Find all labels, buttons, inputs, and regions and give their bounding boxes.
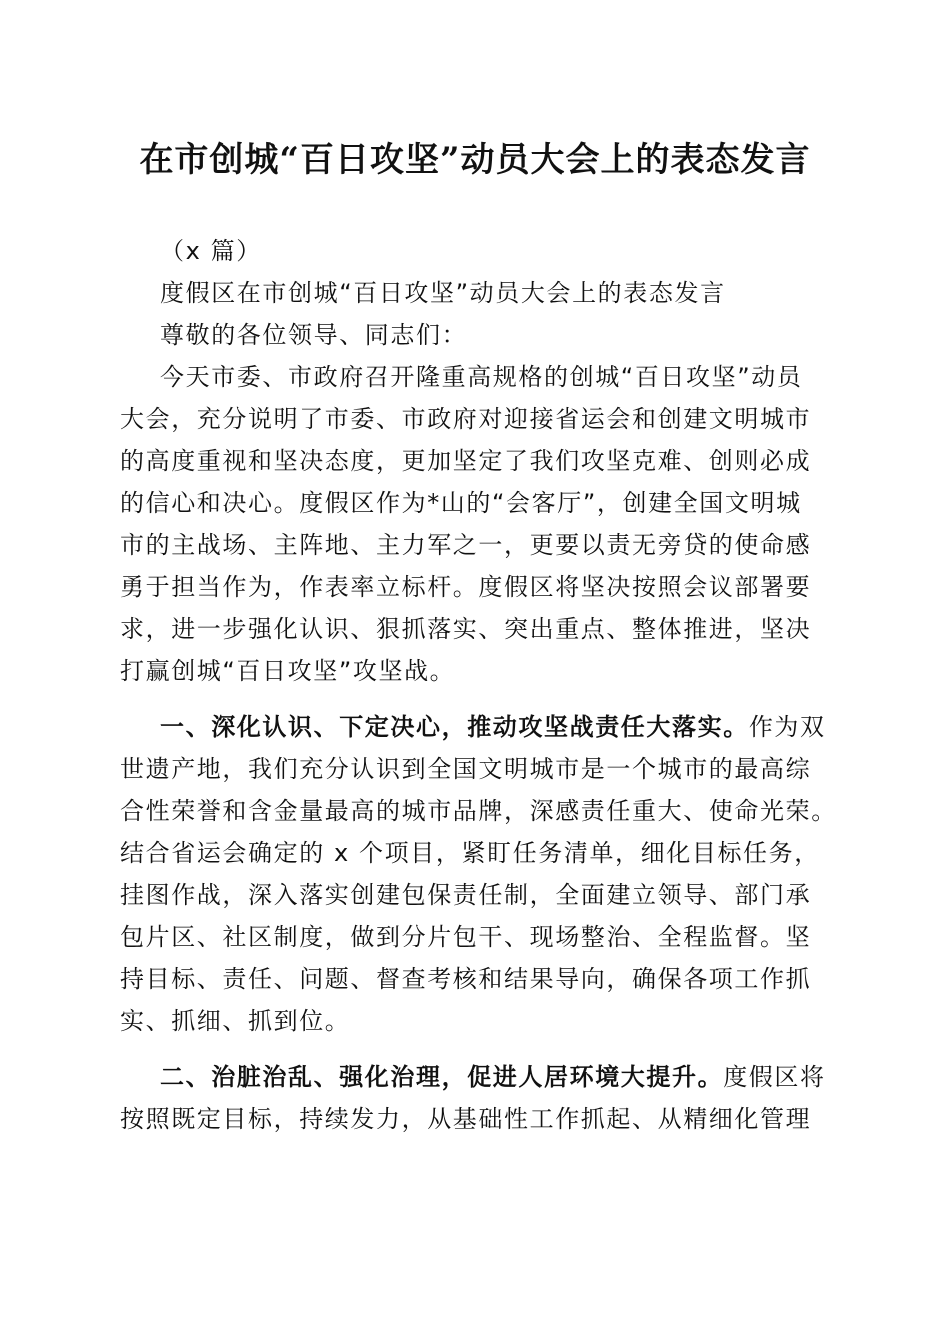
paragraph-line: 打赢创城“百日攻坚”攻坚战。 <box>120 657 456 685</box>
section-1-first-line <box>120 706 832 748</box>
document-title: 在市创城“百日攻坚”动员大会上的表态发言 <box>139 140 811 180</box>
paragraph-line: 结合省运会确定的 x 个项目，紧盯任务清单，细化目标任务， <box>120 839 820 867</box>
paragraph-line: 按照既定目标，持续发力，从基础性工作抓起、从精细化管理 <box>120 1105 812 1133</box>
salutation: 尊敬的各位领导、同志们： <box>160 321 468 349</box>
paragraph-line: 实、抓细、抓到位。 <box>120 1007 351 1035</box>
paragraph-line: 大会，充分说明了市委、市政府对迎接省运会和创建文明城市 <box>120 405 812 433</box>
section-1-heading: 一、深化认识、下定决心，推动攻坚战责任大落实。 <box>160 713 749 741</box>
paragraph-line: 持目标、责任、问题、督查考核和结果导向，确保各项工作抓 <box>120 965 812 993</box>
paragraph-line: 世遗产地，我们充分认识到全国文明城市是一个城市的最高综 <box>120 755 812 783</box>
intro-paragraph <box>120 356 832 692</box>
paragraph-line: 包片区、社区制度，做到分片包干、现场整治、全程监督。坚 <box>120 923 812 951</box>
document-body <box>120 230 837 1140</box>
paragraph-line: 挂图作战，深入落实创建包保责任制，全面建立领导、部门承 <box>120 881 812 909</box>
paragraph-line: 求，进一步强化认识、狠抓落实、突出重点、整体推进，坚决 <box>120 615 812 643</box>
paragraph-line: 的高度重视和坚决态度，更加坚定了我们攻坚克难、创则必成 <box>120 447 812 475</box>
section-2-heading: 二、治脏治乱、强化治理，促进人居环境大提升。 <box>160 1063 724 1091</box>
paragraph-line: 市的主战场、主阵地、主力军之一，更要以责无旁贷的使命感 <box>120 531 812 559</box>
section-2-paragraph <box>120 1056 832 1140</box>
paragraph-line: 勇于担当作为，作表率立标杆。度假区将坚决按照会议部署要 <box>120 573 812 601</box>
paragraph-line: 的信心和决心。度假区作为*山的“会客厅”，创建全国文明城 <box>120 489 802 517</box>
section-1-paragraph <box>120 706 837 1042</box>
paragraph-line: 合性荣誉和含金量最高的城市品牌，深感责任重大、使命光荣。 <box>120 797 837 825</box>
paragraph-line: 今天市委、市政府召开隆重高规格的创城“百日攻坚”动员 <box>160 363 803 391</box>
section-2-heading-continuation: 度假区将 <box>723 1063 826 1091</box>
speech-heading: 度假区在市创城“百日攻坚”动员大会上的表态发言 <box>160 279 726 307</box>
section-2-first-line <box>120 1056 832 1098</box>
section-1-heading-continuation: 作为双 <box>748 713 826 741</box>
subtitle-note: （x 篇） <box>160 237 262 265</box>
